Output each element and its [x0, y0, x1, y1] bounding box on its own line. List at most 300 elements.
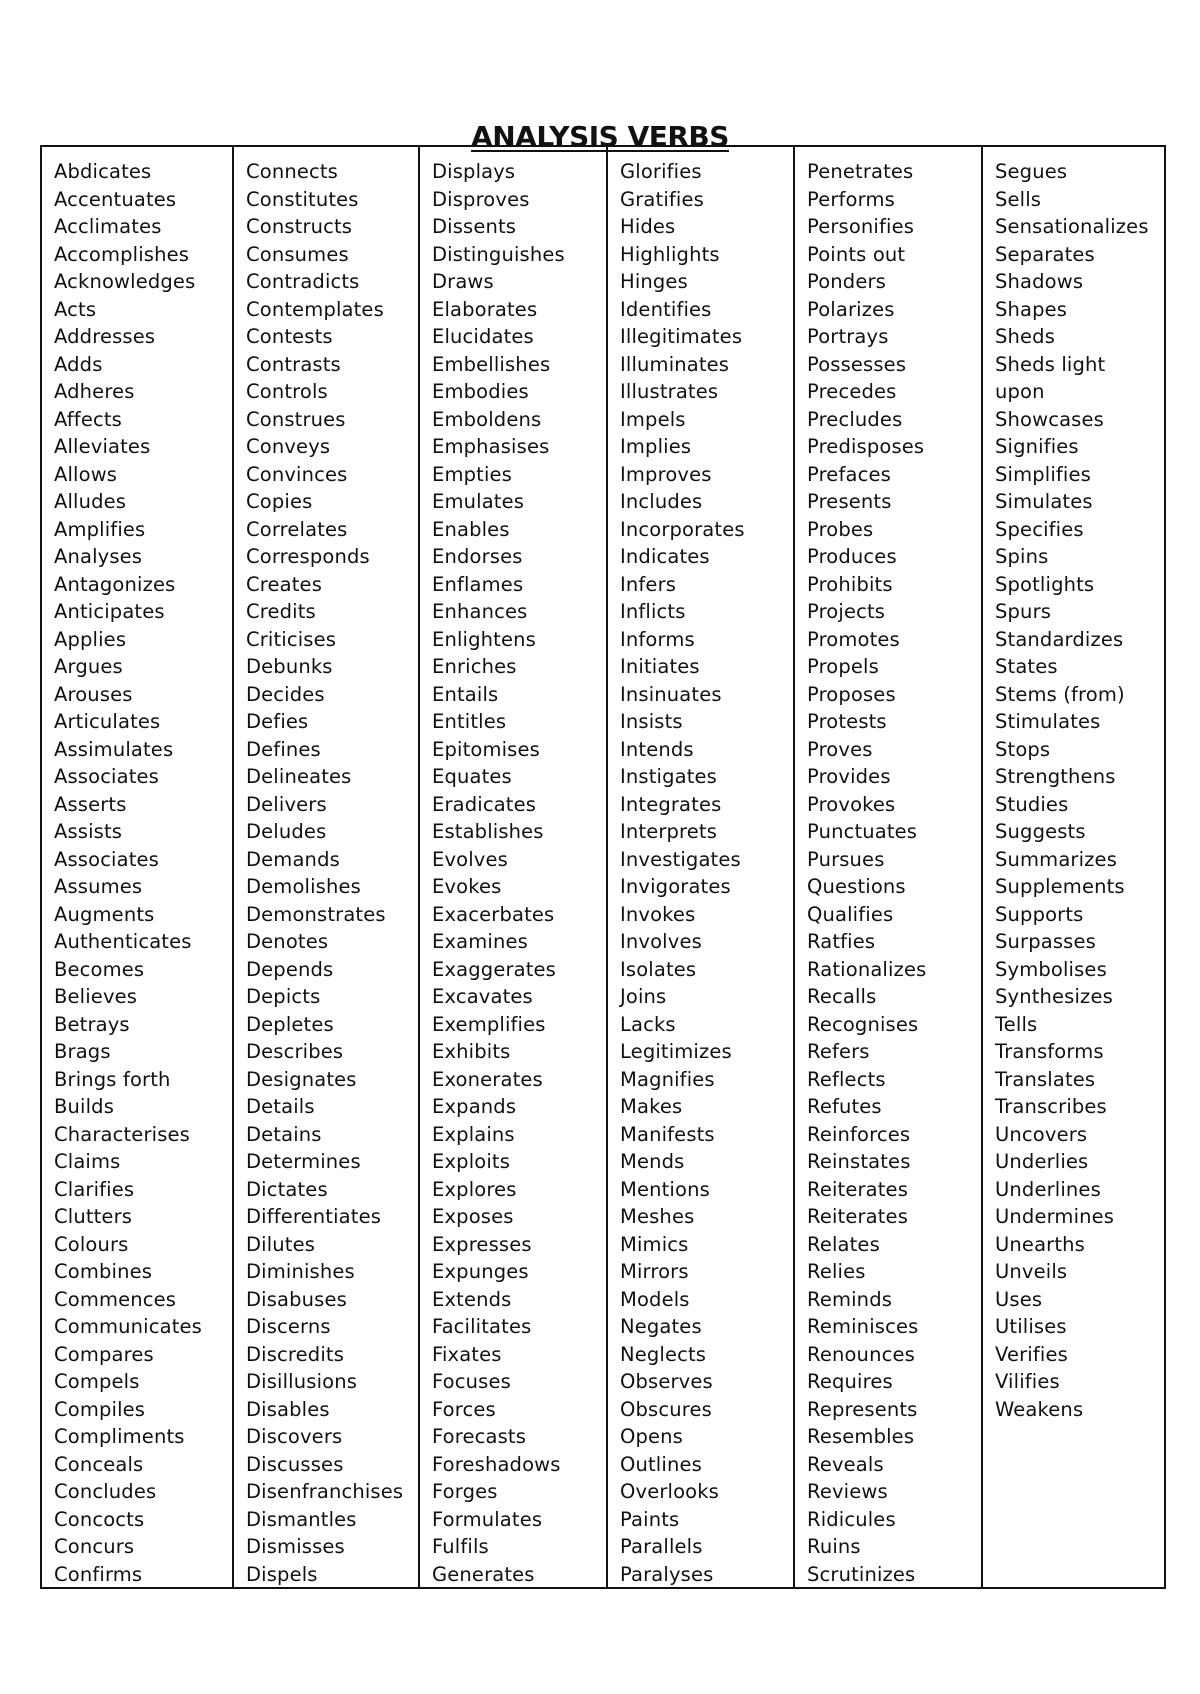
verb-item: Contrasts: [246, 352, 341, 376]
verb-item: Relates: [807, 1232, 880, 1256]
verb-item: Represents: [807, 1397, 918, 1421]
verb-item: Reveals: [807, 1452, 884, 1476]
verb-item: Betrays: [54, 1012, 130, 1036]
verb-item: Highlights: [620, 242, 720, 266]
verb-item: Tells: [995, 1012, 1038, 1036]
verb-item: Mentions: [620, 1177, 710, 1201]
verb-item: Embodies: [432, 380, 529, 403]
verb-item: Observes: [620, 1370, 713, 1393]
verb-item: Sensationalizes: [995, 215, 1149, 238]
verb-item: Depends: [246, 957, 334, 981]
verb-item: Showcases: [995, 407, 1104, 431]
verb-item: Characterises: [54, 1122, 190, 1146]
verb-item: Synthesizes: [995, 985, 1113, 1008]
verb-item: Enhances: [432, 600, 528, 623]
verb-item: Supports: [995, 902, 1084, 926]
verb-item: Defines: [246, 737, 321, 761]
verb-item: Compels: [54, 1370, 140, 1393]
verb-item: Displays: [432, 160, 516, 183]
verb-item: Elaborates: [432, 297, 538, 321]
verb-item: Integrates: [620, 792, 722, 816]
verb-item: Shapes: [995, 297, 1068, 321]
verb-item: Obscures: [620, 1397, 712, 1421]
verb-item: Anticipates: [54, 600, 165, 623]
verb-item: Assumes: [54, 875, 143, 898]
verb-item: Corresponds: [246, 545, 370, 568]
verb-item: Scrutinizes: [807, 1562, 916, 1586]
verb-item: Differentiates: [246, 1205, 382, 1228]
verb-item: Prohibits: [807, 572, 893, 596]
verb-item: Clarifies: [54, 1177, 135, 1201]
verb-item: Entitles: [432, 710, 507, 733]
verb-item: Ponders: [807, 270, 886, 293]
verb-item: Details: [246, 1095, 315, 1118]
verb-item: Fixates: [432, 1342, 502, 1366]
verb-column-2: [232, 147, 418, 1587]
verb-item: Focuses: [432, 1370, 511, 1393]
verb-item: Incorporates: [620, 517, 745, 541]
verb-item: Recalls: [807, 985, 877, 1008]
verb-item: Provides: [807, 765, 891, 788]
verb-item: Explains: [432, 1122, 515, 1146]
verb-item: Sheds light: [995, 352, 1106, 376]
verb-item: Reinstates: [807, 1150, 911, 1173]
verb-item: Parallels: [620, 1535, 703, 1558]
verb-item: Abdicates: [54, 160, 152, 183]
verb-item: Conveys: [246, 435, 331, 458]
verb-item: Penetrates: [807, 160, 914, 183]
verb-item: Clutters: [54, 1205, 133, 1228]
verb-item: Strengthens: [995, 765, 1116, 788]
verb-item: Consumes: [246, 242, 349, 266]
verb-item: Elucidates: [432, 325, 534, 348]
verb-item: Delineates: [246, 765, 352, 788]
verb-item: Demands: [246, 847, 340, 871]
verb-item: Excavates: [432, 985, 533, 1008]
verb-item: Colours: [54, 1232, 129, 1256]
verb-item: Intends: [620, 737, 694, 761]
verb-item: Generates: [432, 1562, 535, 1586]
verb-item: Detains: [246, 1122, 322, 1146]
verb-item: Undermines: [995, 1205, 1115, 1228]
verb-item: Stops: [995, 737, 1051, 761]
verb-item: Magnifies: [620, 1067, 715, 1091]
verb-item: Pursues: [807, 847, 885, 871]
verb-item: Rationalizes: [807, 957, 927, 981]
verb-item: Assists: [54, 820, 123, 843]
verb-item: Dilutes: [246, 1232, 316, 1256]
verb-item: Entails: [432, 682, 499, 706]
verb-item: Proves: [807, 737, 873, 761]
verb-item: Simulates: [995, 490, 1093, 513]
verb-item: Brags: [54, 1040, 111, 1063]
verb-item: Expands: [432, 1095, 517, 1118]
verb-item: Isolates: [620, 957, 697, 981]
verb-item: Credits: [246, 600, 316, 623]
verb-item: Includes: [620, 490, 703, 513]
verb-item: Reviews: [807, 1480, 888, 1503]
verb-item: Construes: [246, 407, 346, 431]
verb-item: Reflects: [807, 1067, 886, 1091]
verb-item: Underlines: [995, 1177, 1101, 1201]
verb-item: Convinces: [246, 462, 348, 486]
verb-item: Exploits: [432, 1150, 511, 1173]
verb-item: Reinforces: [807, 1122, 911, 1146]
verb-item: Refutes: [807, 1095, 882, 1118]
verb-item: Constitutes: [246, 187, 359, 211]
verb-item: Impels: [620, 407, 686, 431]
verb-item: Brings forth: [54, 1067, 171, 1091]
verb-item: Symbolises: [995, 957, 1107, 981]
verb-item: Distinguishes: [432, 242, 565, 266]
verb-item: Addresses: [54, 325, 156, 348]
verb-item: Shadows: [995, 270, 1084, 293]
verb-item: Translates: [995, 1067, 1096, 1091]
verb-item: Recognises: [807, 1012, 919, 1036]
verb-item: Outlines: [620, 1452, 702, 1476]
verb-item: Dictates: [246, 1177, 328, 1201]
verb-item: Endorses: [432, 545, 523, 568]
verb-item: Glorifies: [620, 160, 702, 183]
verb-item: Proposes: [807, 682, 896, 706]
verb-item: Controls: [246, 380, 328, 403]
verb-column-6: [981, 147, 1164, 1587]
verb-item: Emphasises: [432, 435, 550, 458]
verb-item: Reminisces: [807, 1315, 919, 1338]
verb-item: Alleviates: [54, 435, 151, 458]
verb-item: Exaggerates: [432, 957, 556, 981]
verb-item: Renounces: [807, 1342, 915, 1366]
verb-item: Supplements: [995, 875, 1125, 898]
verb-item: Models: [620, 1287, 690, 1311]
verb-item: Assimulates: [54, 737, 174, 761]
verb-item: Mimics: [620, 1232, 689, 1256]
verb-item: Depletes: [246, 1012, 334, 1036]
verb-item: Adds: [54, 352, 103, 376]
verb-item: Enriches: [432, 655, 517, 678]
verb-item: Spins: [995, 545, 1049, 568]
verb-item: Standardizes: [995, 627, 1124, 651]
verb-item: Involves: [620, 930, 702, 953]
verb-item: Presents: [807, 490, 892, 513]
verb-item: Forges: [432, 1480, 498, 1503]
verb-item: Expunges: [432, 1260, 529, 1283]
verb-item: Alludes: [54, 490, 127, 513]
verb-item: Promotes: [807, 627, 900, 651]
verb-item: Exemplifies: [432, 1012, 546, 1036]
verb-item: Personifies: [807, 215, 915, 238]
verb-item: Overlooks: [620, 1480, 719, 1503]
verb-item: Authenticates: [54, 930, 192, 953]
verb-item: Argues: [54, 655, 123, 678]
verb-item: Possesses: [807, 352, 907, 376]
verb-item: Meshes: [620, 1205, 695, 1228]
verb-item: Analyses: [54, 545, 143, 568]
verb-item: Reminds: [807, 1287, 893, 1311]
verb-item: Dispels: [246, 1562, 318, 1586]
verb-item: Ratfies: [807, 930, 876, 953]
verb-item: Exhibits: [432, 1040, 511, 1063]
verb-item: Summarizes: [995, 847, 1118, 871]
verb-item: Emulates: [432, 490, 525, 513]
verb-item: Insists: [620, 710, 683, 733]
verb-column-1: [42, 147, 232, 1587]
verb-item: Depicts: [246, 985, 321, 1008]
verb-item: Investigates: [620, 847, 741, 871]
verb-item: Eradicates: [432, 792, 537, 816]
verb-item: Equates: [432, 765, 512, 788]
verb-item: Unearths: [995, 1232, 1085, 1256]
verb-item: Builds: [54, 1095, 115, 1118]
verb-item: Informs: [620, 627, 695, 651]
verb-item: Copies: [246, 490, 313, 513]
verb-item: Lacks: [620, 1012, 676, 1036]
verb-item: Affects: [54, 407, 122, 431]
verb-item: Resembles: [807, 1425, 915, 1448]
verb-item: Performs: [807, 187, 895, 211]
verb-item: Dismantles: [246, 1507, 357, 1531]
verb-item: Negates: [620, 1315, 702, 1338]
verb-item: Enables: [432, 517, 510, 541]
verb-item: Portrays: [807, 325, 889, 348]
verb-item: Gratifies: [620, 187, 704, 211]
verb-item: Contemplates: [246, 297, 384, 321]
verb-item: Allows: [54, 462, 118, 486]
verb-item: Instigates: [620, 765, 717, 788]
verbs-table: [40, 145, 1166, 1589]
verb-item: Makes: [620, 1095, 683, 1118]
verb-item: Creates: [246, 572, 323, 596]
verb-item: Studies: [995, 792, 1069, 816]
verb-item: Exonerates: [432, 1067, 543, 1091]
verb-item: Accentuates: [54, 187, 177, 211]
verb-item: Facilitates: [432, 1315, 532, 1338]
verb-item: Suggests: [995, 820, 1086, 843]
verb-item: Disabuses: [246, 1287, 347, 1311]
verb-item: Questions: [807, 875, 906, 898]
verb-item: Spotlights: [995, 572, 1095, 596]
verb-item: Verifies: [995, 1342, 1068, 1366]
verb-item: Diminishes: [246, 1260, 355, 1283]
verb-item: Sheds: [995, 325, 1056, 348]
verb-item: Foreshadows: [432, 1452, 561, 1476]
verb-item: Discerns: [246, 1315, 331, 1338]
verb-item: Prefaces: [807, 462, 891, 486]
verb-item: Interprets: [620, 820, 718, 843]
verb-item: Claims: [54, 1150, 121, 1173]
verb-item: Discredits: [246, 1342, 345, 1366]
page-title: ANALYSIS VERBS: [471, 119, 729, 153]
verb-item: Transforms: [995, 1040, 1104, 1063]
verb-item: Designates: [246, 1067, 357, 1091]
verb-item: Forecasts: [432, 1425, 527, 1448]
verb-item: Hides: [620, 215, 676, 238]
verb-item: Manifests: [620, 1122, 715, 1146]
verb-item: Dismisses: [246, 1535, 345, 1558]
verb-item: Illustrates: [620, 380, 719, 403]
verb-item: Precedes: [807, 380, 897, 403]
verb-item: Extends: [432, 1287, 512, 1311]
verb-item: Implies: [620, 435, 692, 458]
verb-item: Exacerbates: [432, 902, 555, 926]
verb-item: Exposes: [432, 1205, 514, 1228]
verb-item: Communicates: [54, 1315, 202, 1338]
verb-item: Amplifies: [54, 517, 146, 541]
verb-item: Evolves: [432, 847, 508, 871]
verb-item: upon: [995, 380, 1045, 403]
verb-item: Vilifies: [995, 1370, 1060, 1393]
verb-item: Acclimates: [54, 215, 162, 238]
verb-item: Describes: [246, 1040, 344, 1063]
verb-item: Denotes: [246, 930, 329, 953]
verb-item: Illegitimates: [620, 325, 743, 348]
verb-item: Neglects: [620, 1342, 707, 1366]
verb-item: Formulates: [432, 1507, 543, 1531]
verb-item: Disables: [246, 1397, 330, 1421]
verb-item: Criticises: [246, 627, 337, 651]
verb-item: Requires: [807, 1370, 893, 1393]
verb-item: Becomes: [54, 957, 145, 981]
verb-item: Propels: [807, 655, 879, 678]
verb-item: Associates: [54, 847, 159, 871]
verb-item: Polarizes: [807, 297, 895, 321]
verb-item: Projects: [807, 600, 886, 623]
verb-item: Indicates: [620, 545, 710, 568]
verb-item: Unveils: [995, 1260, 1068, 1283]
verb-item: Simplifies: [995, 462, 1091, 486]
verb-item: Insinuates: [620, 682, 722, 706]
verb-item: Debunks: [246, 655, 333, 678]
verb-item: Explores: [432, 1177, 517, 1201]
verb-item: Underlies: [995, 1150, 1089, 1173]
verb-item: Mends: [620, 1150, 685, 1173]
verb-item: Demonstrates: [246, 902, 386, 926]
verb-item: Conceals: [54, 1452, 144, 1476]
verb-item: Draws: [432, 270, 494, 293]
verb-item: Disillusions: [246, 1370, 358, 1393]
verb-item: Articulates: [54, 710, 161, 733]
verb-item: Contradicts: [246, 270, 360, 293]
verb-item: States: [995, 655, 1058, 678]
verb-column-4: [606, 147, 793, 1587]
verb-item: Enlightens: [432, 627, 536, 651]
verb-item: Discovers: [246, 1425, 343, 1448]
verb-item: Provokes: [807, 792, 896, 816]
verb-item: Delivers: [246, 792, 327, 816]
verb-item: Asserts: [54, 792, 127, 816]
verb-item: Disproves: [432, 187, 530, 211]
verb-item: Dissents: [432, 215, 517, 238]
verb-item: Arouses: [54, 682, 133, 706]
verb-item: Commences: [54, 1287, 177, 1311]
verb-item: Surpasses: [995, 930, 1096, 953]
verb-item: Compiles: [54, 1397, 146, 1421]
verb-item: Legitimizes: [620, 1040, 732, 1063]
verb-item: Compares: [54, 1342, 154, 1366]
verb-item: Utilises: [995, 1315, 1067, 1338]
verb-item: Infers: [620, 572, 677, 596]
verb-item: Stimulates: [995, 710, 1101, 733]
verb-item: Probes: [807, 517, 874, 541]
verb-item: Correlates: [246, 517, 348, 541]
verb-item: Acknowledges: [54, 270, 196, 293]
verb-item: Fulfils: [432, 1535, 489, 1558]
verb-item: Improves: [620, 462, 712, 486]
verb-item: Relies: [807, 1260, 866, 1283]
verb-item: Spurs: [995, 600, 1052, 623]
verb-item: Ruins: [807, 1535, 861, 1558]
verb-item: Emboldens: [432, 407, 542, 431]
verb-item: Initiates: [620, 655, 700, 678]
verb-item: Refers: [807, 1040, 870, 1063]
verb-item: Mirrors: [620, 1260, 689, 1283]
verb-item: Demolishes: [246, 875, 361, 898]
verb-item: Adheres: [54, 380, 135, 403]
verb-item: Empties: [432, 462, 512, 486]
verb-item: Uncovers: [995, 1122, 1088, 1146]
verb-item: Determines: [246, 1150, 361, 1173]
verb-item: Stems (from): [995, 682, 1125, 706]
verb-item: Applies: [54, 627, 127, 651]
verb-item: Deludes: [246, 820, 327, 843]
verb-item: Identifies: [620, 297, 712, 321]
verb-item: Defies: [246, 710, 309, 733]
verb-item: Confirms: [54, 1562, 143, 1586]
verb-item: Compliments: [54, 1425, 185, 1448]
verb-item: Augments: [54, 902, 155, 926]
verb-item: Weakens: [995, 1397, 1084, 1421]
verb-item: Points out: [807, 242, 906, 266]
verb-item: Hinges: [620, 270, 688, 293]
verb-item: Signifies: [995, 435, 1079, 458]
verb-item: Believes: [54, 985, 138, 1008]
verb-item: Epitomises: [432, 737, 540, 761]
verb-item: Forces: [432, 1397, 496, 1421]
verb-item: Protests: [807, 710, 887, 733]
verb-item: Antagonizes: [54, 572, 176, 596]
verb-item: Specifies: [995, 517, 1084, 541]
verb-item: Reiterates: [807, 1177, 908, 1201]
verb-item: Separates: [995, 242, 1095, 266]
verb-item: Transcribes: [995, 1095, 1107, 1118]
verb-item: Produces: [807, 545, 897, 568]
verb-item: Predisposes: [807, 435, 925, 458]
verb-item: Opens: [620, 1425, 683, 1448]
verb-item: Associates: [54, 765, 159, 788]
verb-item: Invigorates: [620, 875, 731, 898]
verb-item: Concludes: [54, 1480, 157, 1503]
verb-item: Qualifies: [807, 902, 894, 926]
verb-item: Invokes: [620, 902, 696, 926]
verb-column-5: [793, 147, 981, 1587]
verb-item: Paralyses: [620, 1562, 714, 1586]
verb-item: Enflames: [432, 572, 524, 596]
verb-item: Connects: [246, 160, 338, 183]
verb-item: Evokes: [432, 875, 502, 898]
verb-item: Decides: [246, 682, 325, 706]
verb-item: Uses: [995, 1287, 1043, 1311]
verb-item: Contests: [246, 325, 333, 348]
verb-item: Combines: [54, 1260, 153, 1283]
verb-item: Segues: [995, 160, 1068, 183]
verb-item: Precludes: [807, 407, 903, 431]
verb-column-3: [418, 147, 606, 1587]
verb-item: Concocts: [54, 1507, 145, 1531]
verb-item: Accomplishes: [54, 242, 190, 266]
verb-item: Sells: [995, 187, 1042, 211]
verb-item: Establishes: [432, 820, 544, 843]
verb-item: Expresses: [432, 1232, 532, 1256]
